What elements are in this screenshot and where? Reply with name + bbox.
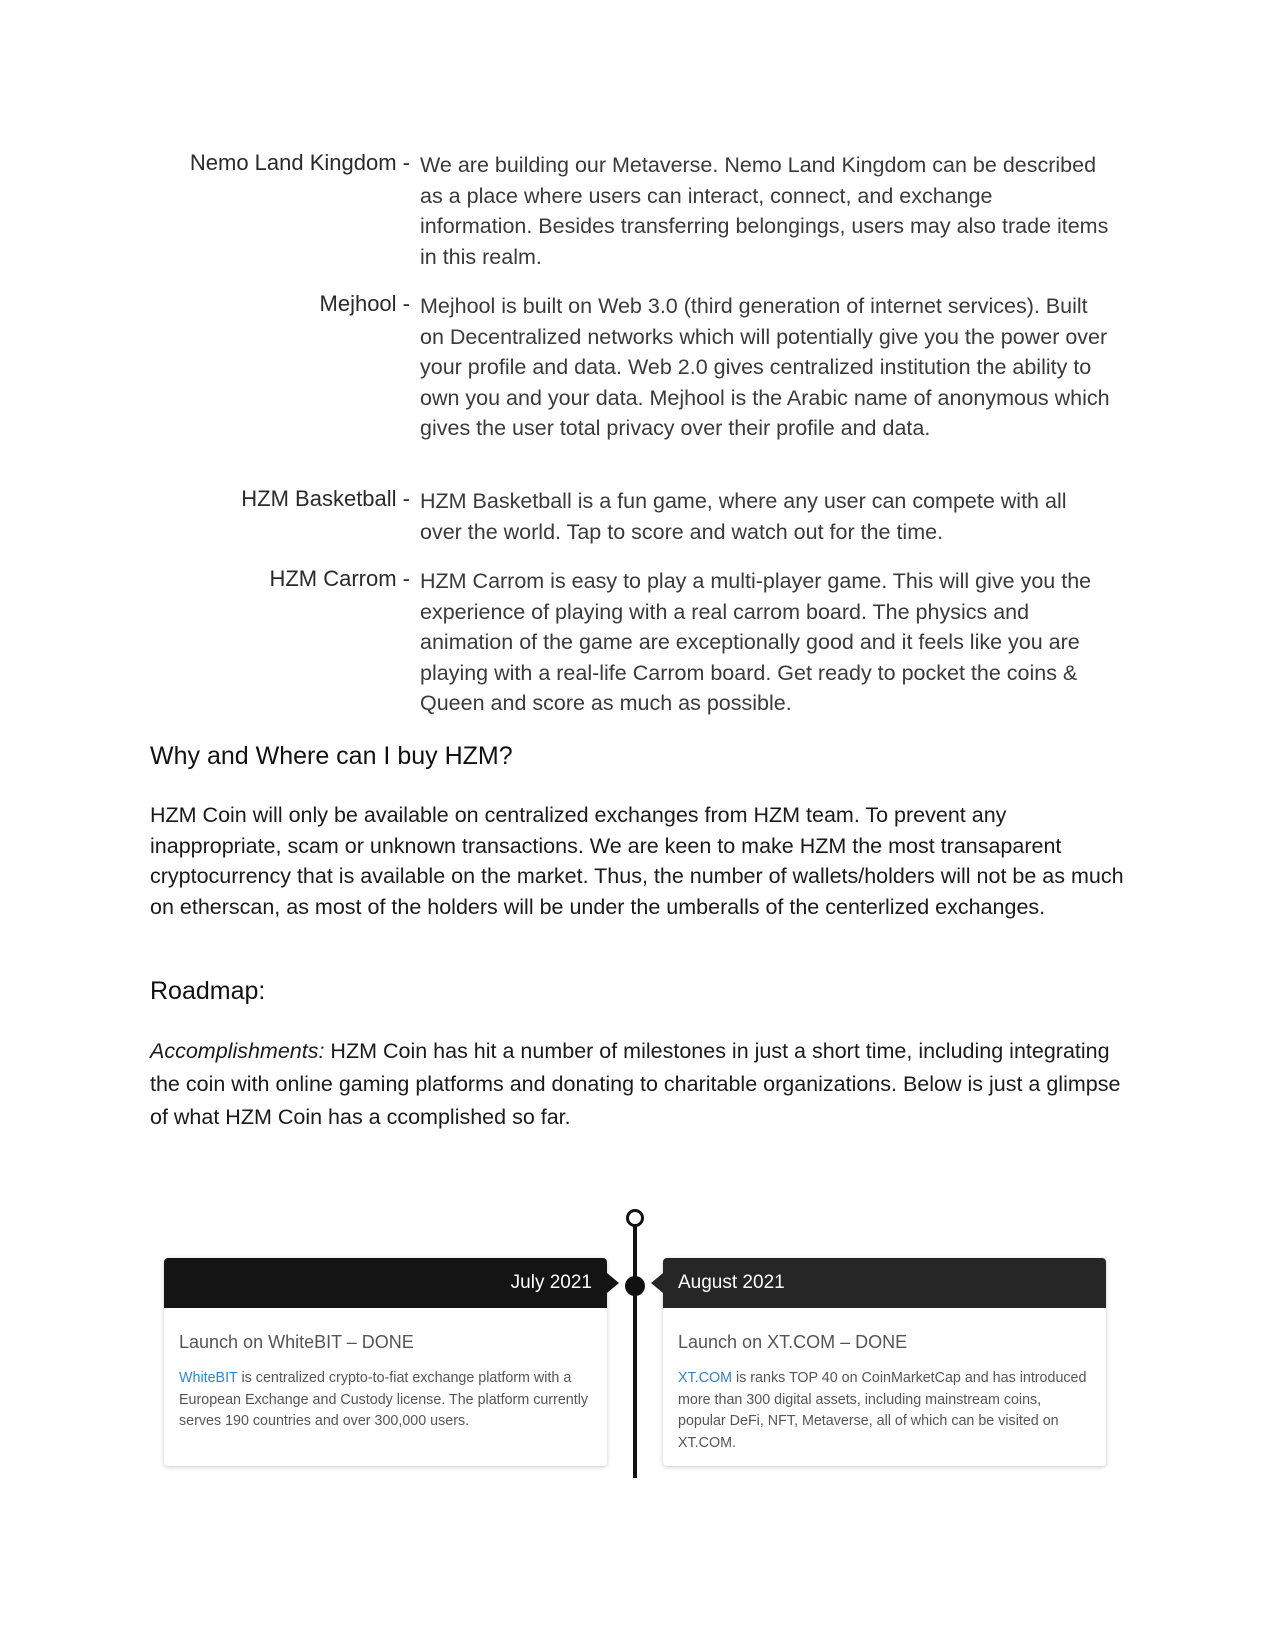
timeline-dot-icon: [625, 1276, 645, 1296]
definition-description: Mejhool is built on Web 3.0 (third generation of internet services). Built on Decentralized networks which will potentially give you the power over your profile and data. Web 2.0 gives centralized institution the ability to own you and your data. Mejhool is the Arabic name of anonymous which gives the user total privacy over their profile and data.: [420, 294, 1110, 440]
timeline-card-date: July 2021: [164, 1258, 607, 1308]
why-paragraph: HZM Coin will only be available on centralized exchanges from HZM team. To prevent any inappropriate, scam or unknown transactions. We are keen to make HZM the most transaparent cryptocurrency that is available on the market. Thus, the number of wallets/holders will not be as much on etherscan, as most of the holders will be under the umberalls of the centerlized exchanges.: [150, 803, 1124, 919]
timeline-line: [633, 1222, 637, 1478]
roadmap-heading: Roadmap:: [150, 977, 266, 1005]
timeline-card-august-2021: [663, 1258, 1106, 1466]
timeline-card-title: Launch on XT.COM – DONE: [678, 1332, 908, 1352]
definition-description: HZM Basketball is a fun game, where any user can compete with all over the world. Tap to score and watch out for the time.: [420, 489, 1067, 544]
definition-description: HZM Carrom is easy to play a multi-player game. This will give you the experience of playing with a real carrom board. The physics and animation of the game are exceptionally good and it feels like you are playing with a real-life Carrom board. Get ready to pocket the coins & Queen and score as much as possible.: [420, 569, 1092, 715]
timeline-card-title: Launch on WhiteBIT – DONE: [179, 1332, 414, 1352]
whitebit-link[interactable]: WhiteBIT: [179, 1370, 238, 1386]
why-heading: Why and Where can I buy HZM?: [150, 742, 513, 770]
accomplishments-paragraph: [150, 1035, 1130, 1134]
accomplishments-text: HZM Coin has hit a number of milestones in just a short time, including integrating the coin with online gaming platforms and donating to charitable organizations. Below is just a glimpse of what HZM Coin has a ccomplished so far.: [150, 1039, 1121, 1129]
definition-term: Nemo Land Kingdom -: [189, 150, 410, 175]
timeline-card-body: [678, 1368, 1091, 1454]
arrow-right-icon: [607, 1273, 619, 1293]
definition-term: HZM Basketball -: [241, 486, 410, 511]
timeline-card-text: is ranks TOP 40 on CoinMarketCap and has introduced more than 300 digital assets, including mainstream coins, popular DeFi, NFT, Metaverse, all of which can be visited on XT.COM.: [678, 1370, 1087, 1451]
definition-term: Mejhool -: [319, 291, 410, 316]
timeline-start-circle-icon: [626, 1209, 644, 1227]
accomplishments-label: Accomplishments:: [150, 1039, 325, 1063]
timeline-card-date: August 2021: [663, 1258, 1106, 1308]
timeline-card-july-2021: [164, 1258, 607, 1466]
definition-description: We are building our Metaverse. Nemo Land Kingdom can be described as a place where users can interact, connect, and exchange information. Besides transferring belongings, users may also trade items in this realm.: [420, 153, 1109, 269]
timeline-card-text: is centralized crypto-to-fiat exchange platform with a European Exchange and Custody license. The platform currently serves 190 countries and over 300,000 users.: [179, 1370, 589, 1429]
arrow-left-icon: [651, 1273, 663, 1293]
definition-term: HZM Carrom -: [269, 566, 410, 591]
xt-com-link[interactable]: XT.COM: [678, 1370, 733, 1386]
timeline-card-body: [179, 1368, 592, 1433]
